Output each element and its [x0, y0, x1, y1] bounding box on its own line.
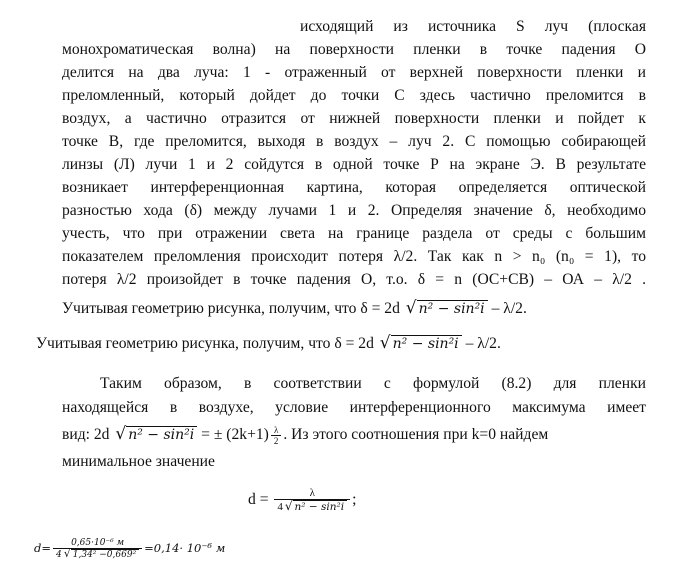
formula-d-numerator: λ: [274, 487, 350, 500]
p1-line-2: монохроматическая волна) на поверхности пленки в точке падения О: [62, 41, 646, 58]
p3-line-3: [62, 424, 548, 446]
p3-line3-fraction: $\frac{\lambda}{2}$: [271, 425, 282, 446]
p3-line3-suffix: . Из этого соотношения при k=0 найдем: [283, 426, 549, 443]
result-denominator: 4 √ 1,34² −0,669²: [53, 549, 142, 560]
p2-geometry-prefix: Учитывая геометрию рисунка, получим, что δ = 2d: [36, 335, 374, 352]
p1-geometry-sqrt: √ n² − sin²i: [404, 298, 488, 319]
p1-geometry-prefix: Учитывая геометрию рисунка, получим, что δ = 2d: [62, 300, 400, 317]
formula-d-tail: ;: [352, 491, 357, 509]
p1-line-3: делится на два луча: 1 - отраженный от верхней поверхности пленки и: [62, 64, 646, 81]
p1-geometry-line: [62, 298, 527, 319]
formula-d-denominator: 4 √ n² − sin²i: [274, 500, 350, 514]
p2-geometry-suffix: – λ/2.: [465, 335, 501, 352]
p1-line-6: точке В, где преломится, выходя в воздух – луч 2. С помощью собирающей: [62, 133, 646, 150]
result-rhs: =0,14· 10⁻⁶ м: [144, 541, 226, 555]
p2-geometry-sqrt: √ n² − sin²i: [378, 333, 462, 354]
p3-line3-prefix: вид: 2d: [62, 426, 110, 443]
p2-geometry-line: [36, 333, 501, 354]
p1-geometry-suffix: – λ/2.: [491, 300, 527, 317]
p1-line-11: показателем преломления происходит потеря λ/2. Так как n > n₀ (n₀ = 1), то: [62, 248, 646, 265]
p3-line3-sqrt: √ n² − sin²i: [113, 424, 197, 445]
result-fraction: [53, 538, 142, 560]
p1-line-4: преломленный, который дойдет до точки С здесь частично преломится в: [62, 87, 646, 104]
formula-d: [248, 487, 356, 514]
p3-line3-mid: = ± (2k+1): [197, 426, 269, 443]
formula-d-fraction: [274, 487, 350, 514]
p1-line-7: линзы (Л) лучи 1 и 2 сойдутся в одной точке Р на экране Э. В результате: [62, 156, 646, 173]
result-lhs: d=: [34, 541, 51, 555]
p1-line-12: потеря λ/2 произойдет в точке падения О, т.о. δ = n (ОС+СВ) – ОА – λ/2 .: [62, 271, 646, 288]
formula-d-lhs: d =: [248, 491, 273, 509]
result-numerator: 0,65·10⁻⁶ м: [53, 538, 142, 549]
p1-line-9: разностью хода (δ) между лучами 1 и 2. Определяя значение δ, необходимо: [62, 202, 646, 219]
p1-line-10: учесть, что при отражении света на границе раздела от среды с большим: [62, 225, 646, 242]
p3-line-1: Таким образом, в соответствии с формулой (8.2) для пленки: [100, 375, 646, 392]
p1-line-5: воздух, а частично отразится от нижней поверхности пленки и пойдет к: [62, 110, 646, 127]
p3-line-4: минимальное значение: [62, 453, 215, 470]
p1-line-1: исходящий из источника S луч (плоская: [300, 18, 646, 35]
result-formula: [34, 538, 225, 560]
p3-line-2: находящейся в воздухе, условие интерференционного максимума имеет: [62, 399, 646, 416]
p1-line-8: возникает интерференционная картина, которая определяется оптической: [62, 179, 646, 196]
